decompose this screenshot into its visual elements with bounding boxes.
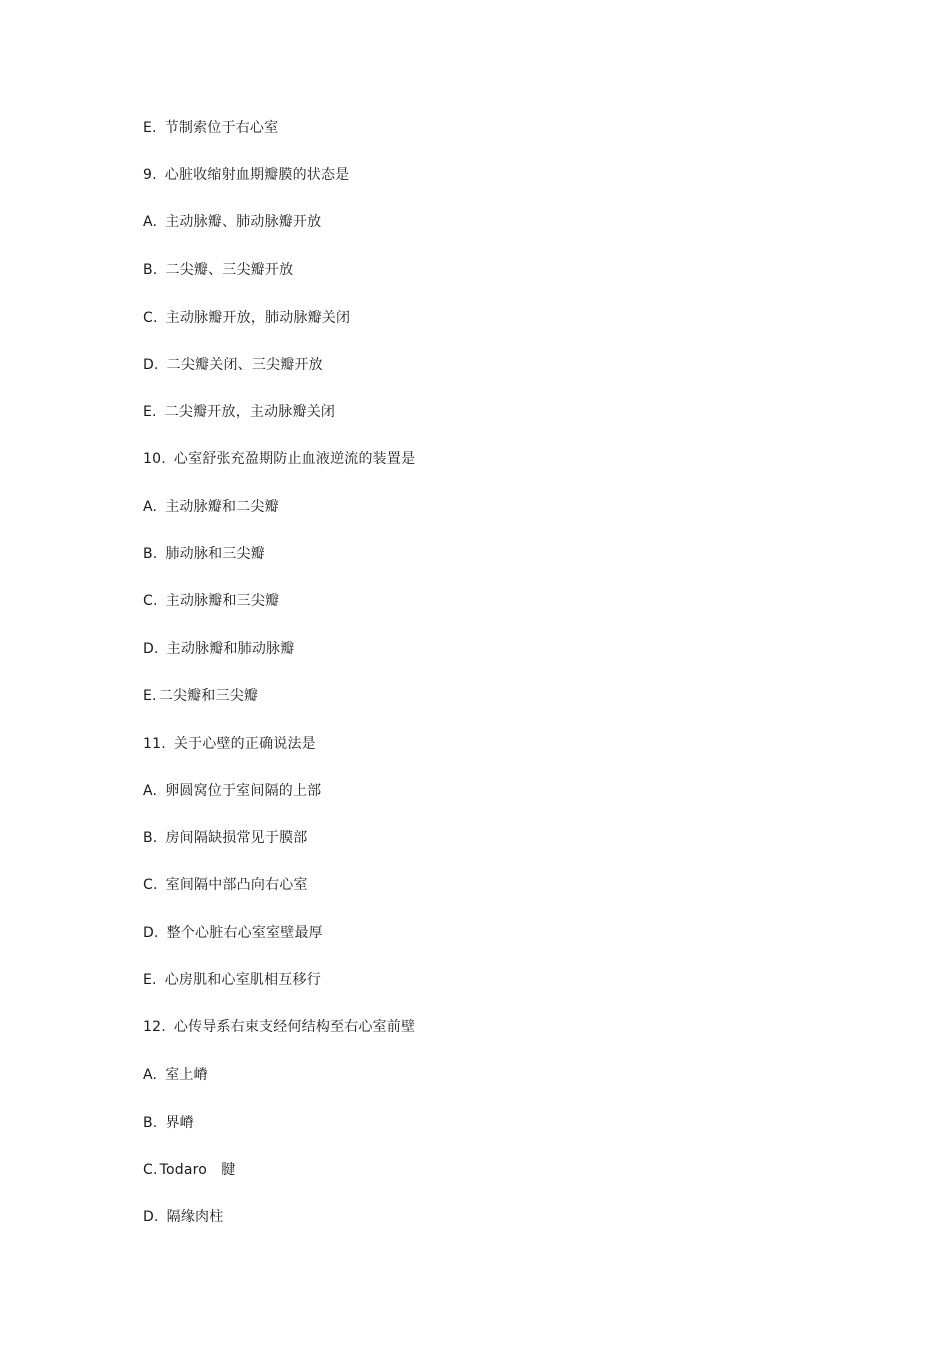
option-line [143,923,323,943]
option-line [143,828,307,848]
option-text: 主动脉瓣、肺动脉瓣开放 [165,214,322,230]
option-text: 二尖瓣关闭、三尖瓣开放 [166,357,323,373]
option-label: D. [143,1209,159,1225]
option-label: C. [143,310,158,326]
option-label: B. [143,262,158,278]
option-text: 卵圆窝位于室间隔的上部 [165,783,322,799]
option-text: Todaro 腱 [159,1162,236,1178]
option-label: E. [143,404,157,420]
option-line [143,1160,235,1180]
option-line [143,781,321,801]
option-label: D. [143,925,159,941]
option-text: 主动脉瓣和肺动脉瓣 [166,641,295,657]
option-label: A. [143,214,158,230]
option-text: 界嵴 [165,1115,194,1131]
option-text: 主动脉瓣和三尖瓣 [165,593,280,609]
option-label: A. [143,499,158,515]
option-label: C. [143,877,158,893]
option-label: B. [143,1115,158,1131]
option-label: B. [143,830,158,846]
option-text: 隔缘肉柱 [166,1209,224,1225]
question-line [143,1017,415,1037]
option-text: 二尖瓣开放，主动脉瓣关闭 [164,404,336,420]
option-label: E. [143,120,157,136]
question-number: 12. [143,1019,166,1035]
option-text: 心房肌和心室肌相互移行 [164,972,321,988]
option-label: C. [143,593,158,609]
option-line [143,497,279,517]
option-line [143,1207,223,1227]
option-line [143,1113,194,1133]
question-text: 心室舒张充盈期防止血液逆流的装置是 [173,451,416,467]
option-text: 肺动脉和三尖瓣 [165,546,265,562]
option-text: 主动脉瓣开放，肺动脉瓣关闭 [165,310,351,326]
option-line [143,875,308,895]
option-line [143,639,294,659]
option-line [143,970,321,990]
option-text: 整个心脏右心室室壁最厚 [166,925,323,941]
question-line [143,734,316,754]
option-text: 节制索位于右心室 [164,120,279,136]
question-text: 关于心壁的正确说法是 [173,736,316,752]
question-text: 心传导系右束支经何结构至右心室前壁 [173,1019,416,1035]
option-line [143,402,335,422]
option-line [143,1065,208,1085]
option-label: A. [143,783,158,799]
option-label: A. [143,1067,158,1083]
option-line [143,355,323,375]
option-text: 主动脉瓣和二尖瓣 [165,499,279,515]
option-label: E. [143,688,157,704]
question-number: 11. [143,736,166,752]
option-label: D. [143,357,159,373]
question-line [143,449,415,469]
question-text: 心脏收缩射血期瓣膜的状态是 [164,167,350,183]
option-line [143,212,321,232]
option-label: E. [143,972,157,988]
option-line [143,686,258,706]
option-text: 二尖瓣、三尖瓣开放 [165,262,294,278]
option-label: B. [143,546,158,562]
option-text: 二尖瓣和三尖瓣 [158,688,259,704]
option-label: C. [143,1162,158,1178]
option-line [143,308,350,328]
question-number: 9. [143,167,157,183]
option-text: 房间隔缺损常见于膜部 [165,830,308,846]
question-line [143,165,349,185]
option-line [143,118,278,138]
option-label: D. [143,641,159,657]
option-line [143,260,293,280]
option-line [143,544,265,564]
option-line [143,591,279,611]
question-number: 10. [143,451,166,467]
option-text: 室上嵴 [165,1067,208,1083]
option-text: 室间隔中部凸向右心室 [165,877,308,893]
